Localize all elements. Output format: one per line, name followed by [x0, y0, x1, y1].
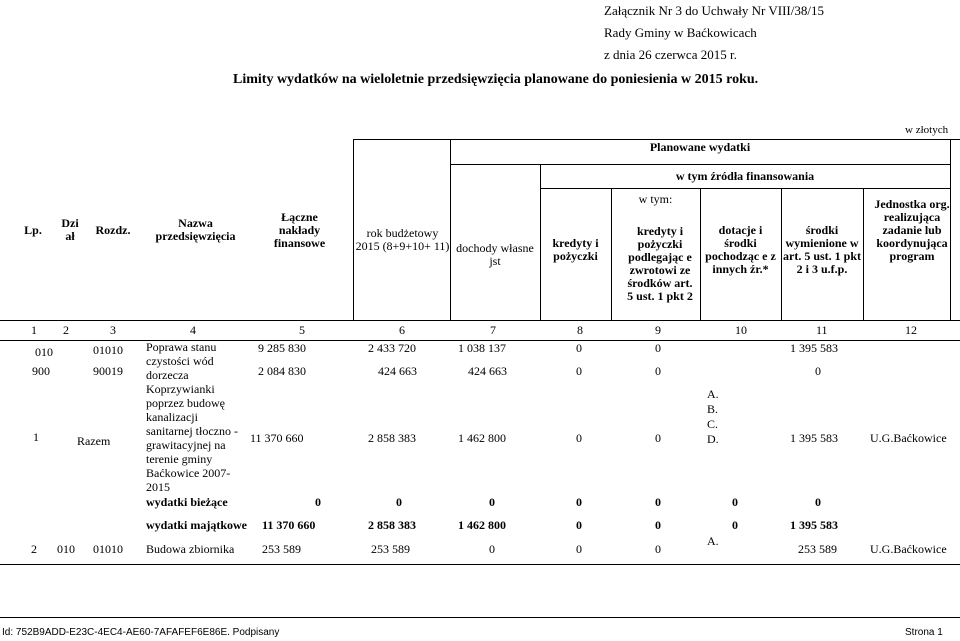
cell-c7: 1 038 137 — [458, 341, 506, 355]
col-number: 9 — [655, 323, 661, 337]
header-line-3: z dnia 26 czerwca 2015 r. — [604, 47, 737, 62]
cell-c5: 253 589 — [262, 542, 301, 556]
col-header-rok: rok budżetowy 2015 (8+9+10+ 11) — [355, 226, 450, 253]
col-number: 3 — [110, 323, 116, 337]
col-number: 10 — [735, 323, 747, 337]
cell-c7: 1 462 800 — [458, 431, 506, 445]
cell-c6: 253 589 — [371, 542, 410, 556]
col-number: 4 — [190, 323, 196, 337]
cell-c8: 0 — [576, 495, 582, 509]
cell-c9: 0 — [655, 495, 661, 509]
cell-c8: 0 — [576, 431, 582, 445]
cell-c9: 0 — [655, 364, 661, 378]
cell-c10: A. — [707, 534, 719, 548]
cell-c7: 1 462 800 — [458, 518, 506, 532]
cell-c11: 0 — [815, 364, 821, 378]
cell-c11: 1 395 583 — [790, 518, 838, 532]
row-rozdz: 01010 — [93, 343, 123, 357]
row-lp: 1 — [33, 430, 39, 444]
col-header-lp: Lp. — [24, 222, 42, 237]
col-number: 11 — [816, 323, 828, 337]
row-dzial: 900 — [32, 364, 50, 378]
row-rozdz: 90019 — [93, 364, 123, 378]
cell-c6: 2 433 720 — [368, 341, 416, 355]
col-header-rozdz: Rozdz. — [95, 222, 131, 237]
cell-c9: 0 — [655, 431, 661, 445]
cell-c5: 0 — [315, 495, 321, 509]
row-rozdz: 01010 — [93, 542, 123, 556]
cell-c10-d: D. — [707, 432, 719, 446]
col-header-dochody: dochody własne jst — [456, 241, 534, 268]
col-number: 5 — [299, 323, 305, 337]
col-number: 6 — [399, 323, 405, 337]
cell-c5: 2 084 830 — [258, 364, 306, 378]
cell-c7: 424 663 — [468, 364, 507, 378]
cell-c6: 2 858 383 — [368, 518, 416, 532]
col-number: 8 — [577, 323, 583, 337]
cell-c8: 0 — [576, 341, 582, 355]
cell-c5: 11 370 660 — [250, 431, 304, 445]
col-header-zrodla: w tym źródła finansowania — [675, 168, 815, 183]
col-header-dotacje: dotacje i środki pochodząc e z innych źr.* — [705, 223, 776, 276]
row-dzial: 010 — [57, 542, 75, 556]
col-header-dzial: Dzi ał — [61, 216, 79, 243]
cell-c6: 2 858 383 — [368, 431, 416, 445]
row-biezace-label: wydatki bieżące — [146, 495, 228, 509]
col-number: 2 — [63, 323, 69, 337]
col-header-planowane: Planowane wydatki — [649, 139, 751, 154]
col-header-laczne: Łączne nakłady finansowe — [273, 209, 326, 250]
footer-page-number: Strona 1 — [905, 627, 943, 638]
cell-c10-b: B. — [707, 402, 719, 416]
cell-c11: 1 395 583 — [790, 341, 838, 355]
row-majatkowe-label: wydatki majątkowe — [146, 518, 247, 532]
cell-c8: 0 — [576, 364, 582, 378]
unit-label: w złotych — [905, 124, 949, 136]
cell-c11: 1 395 583 — [790, 431, 838, 445]
cell-c10: 0 — [732, 495, 738, 509]
cell-c10-c: C. — [707, 417, 719, 431]
col-number: 1 — [31, 323, 37, 337]
row-dzial: 010 — [35, 345, 53, 359]
cell-c8: 0 — [576, 542, 582, 556]
header-line-1: Załącznik Nr 3 do Uchwały Nr VIII/38/15 — [604, 3, 824, 18]
cell-c11: 253 589 — [798, 542, 837, 556]
cell-c7: 0 — [489, 495, 495, 509]
header-line-2: Rady Gminy w Baćkowicach — [604, 25, 757, 40]
cell-c7: 0 — [489, 542, 495, 556]
project-name: Poprawa stanu czystości wód dorzecza Koprzywianki poprzez budowę kanalizacji sanitarnej tłoczno - grawitacyjnej na terenie gminy Baćkowice 2007-2015 — [146, 340, 238, 494]
col-header-srodki: środki wymienione w art. 5 ust. 1 pkt 2 i 3 u.f.p. — [783, 223, 862, 276]
cell-c6: 0 — [396, 495, 402, 509]
cell-c11: 0 — [815, 495, 821, 509]
document-title: Limity wydatków na wieloletnie przedsięwzięcia planowane do poniesienia w 2015 roku. — [233, 72, 759, 87]
cell-c9: 0 — [655, 341, 661, 355]
cell-jednostka: U.G.Baćkowice — [870, 431, 947, 445]
cell-c8: 0 — [576, 518, 582, 532]
col-header-kredyty-zwrot: kredyty i pożyczki podlegając e zwrotowi ze środków art. 5 ust. 1 pkt 2 — [627, 224, 693, 303]
col-header-jednostka: Jednostka org. realizująca zadanie lub koordynująca program — [874, 196, 950, 263]
cell-c10: 0 — [732, 518, 738, 532]
cell-c10-a: A. — [707, 387, 719, 401]
cell-c6: 424 663 — [378, 364, 417, 378]
cell-c9: 0 — [655, 518, 661, 532]
col-number: 12 — [905, 323, 917, 337]
col-header-w-tym: w tym: — [638, 191, 673, 206]
cell-c5: 9 285 830 — [258, 341, 306, 355]
cell-c9: 0 — [655, 542, 661, 556]
col-number: 7 — [490, 323, 496, 337]
cell-c5: 11 370 660 — [262, 518, 316, 532]
col-header-nazwa: Nazwa przedsięwzięcia — [155, 216, 236, 243]
footer-document-id: Id: 752B9ADD-E23C-4EC4-AE60-7AFAFEF6E86E. Podpisany — [2, 627, 280, 638]
project-name: Budowa zbiornika — [146, 542, 235, 556]
col-header-kredyty: kredyty i pożyczki — [552, 236, 599, 263]
row-razem-label: Razem — [77, 434, 111, 448]
row-lp: 2 — [31, 542, 37, 556]
cell-jednostka: U.G.Baćkowice — [870, 542, 947, 556]
